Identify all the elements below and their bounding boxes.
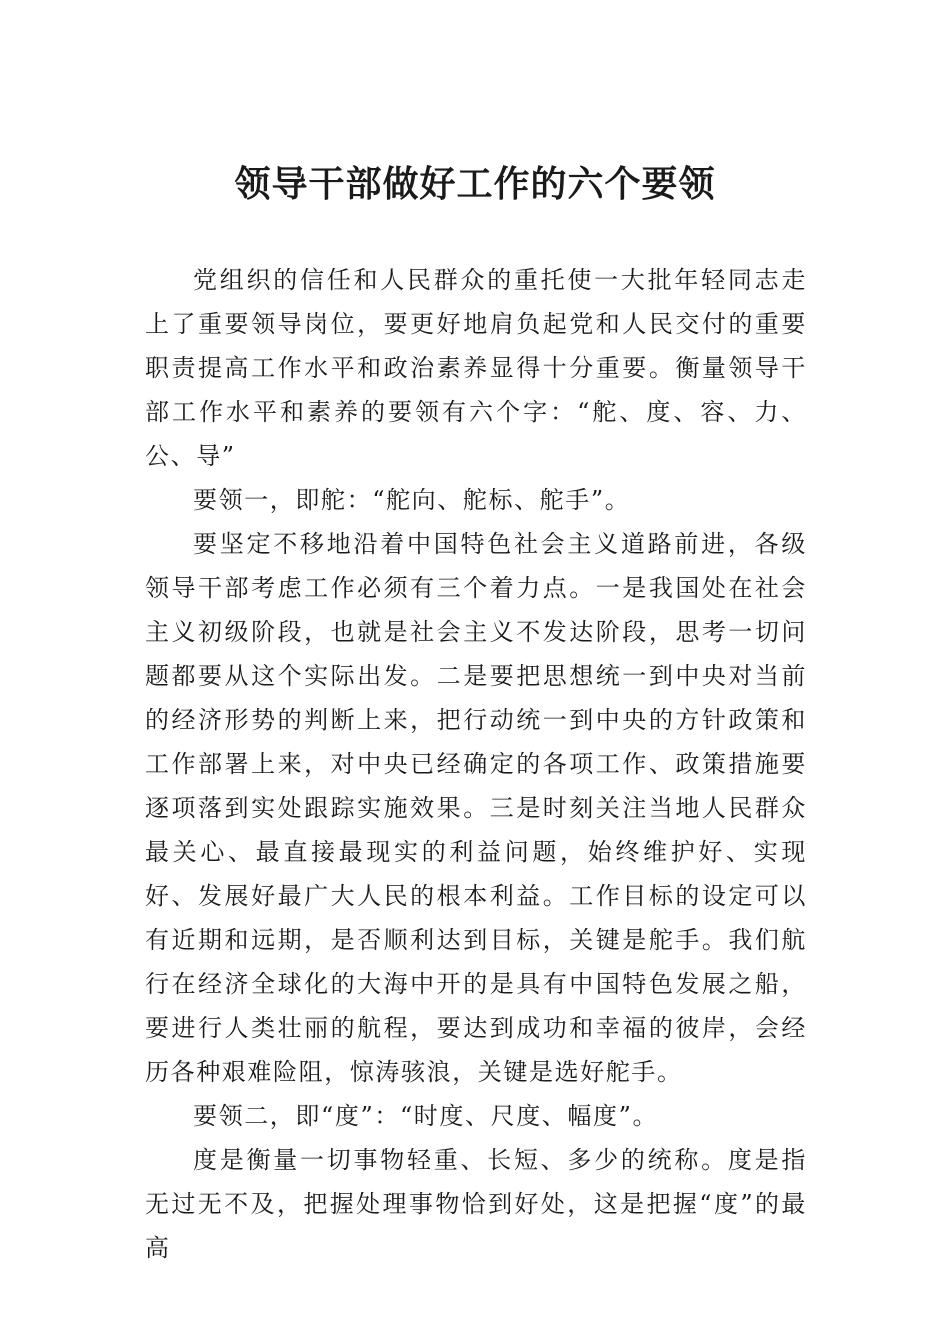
- document-body: [145, 258, 807, 1270]
- paragraph-point-two-body: 度是衡量一切事物轻重、长短、多少的统称。度是指无过无不及，把握处理事物恰到好处，这是把握“度”的最高: [145, 1146, 807, 1262]
- paragraph-intro: 党组织的信任和人民群众的重托使一大批年轻同志走上了重要领导岗位，要更好地肩负起党和人民交付的重要职责提高工作水平和政治素养显得十分重要。衡量领导干部工作水平和素养的要领有六个字：“舵、度、容、力、公、导”: [145, 266, 807, 470]
- document-title: 领导干部做好工作的六个要领: [234, 163, 716, 205]
- paragraph-point-two-heading: 要领二，即“度”：“时度、尺度、幅度”。: [193, 1102, 659, 1130]
- paragraph-point-one-heading: 要领一，即舵：“舵向、舵标、舵手”。: [193, 486, 631, 514]
- paragraph-point-one-body: 要坚定不移地沿着中国特色社会主义道路前进，各级领导干部考虑工作必须有三个着力点。一是我国处在社会主义初级阶段，也就是社会主义不发达阶段，思考一切问题都要从这个实际出发。二是要把思想统一到中央对当前的经济形势的判断上来，把行动统一到中央的方针政策和工作部署上来，对中央已经确定的各项工作、政策措施要逐项落到实处跟踪实施效果。三是时刻关注当地人民群众最关心、最直接最现实的利益问题，始终维护好、实现好、发展好最广大人民的根本利益。工作目标的设定可以有近期和远期，是否顺利达到目标，关键是舵手。我们航行在经济全球化的大海中开的是具有中国特色发展之船，要进行人类壮丽的航程，要达到成功和幸福的彼岸，会经历各种艰难险阻，惊涛骇浪，关键是选好舵手。: [145, 530, 807, 1086]
